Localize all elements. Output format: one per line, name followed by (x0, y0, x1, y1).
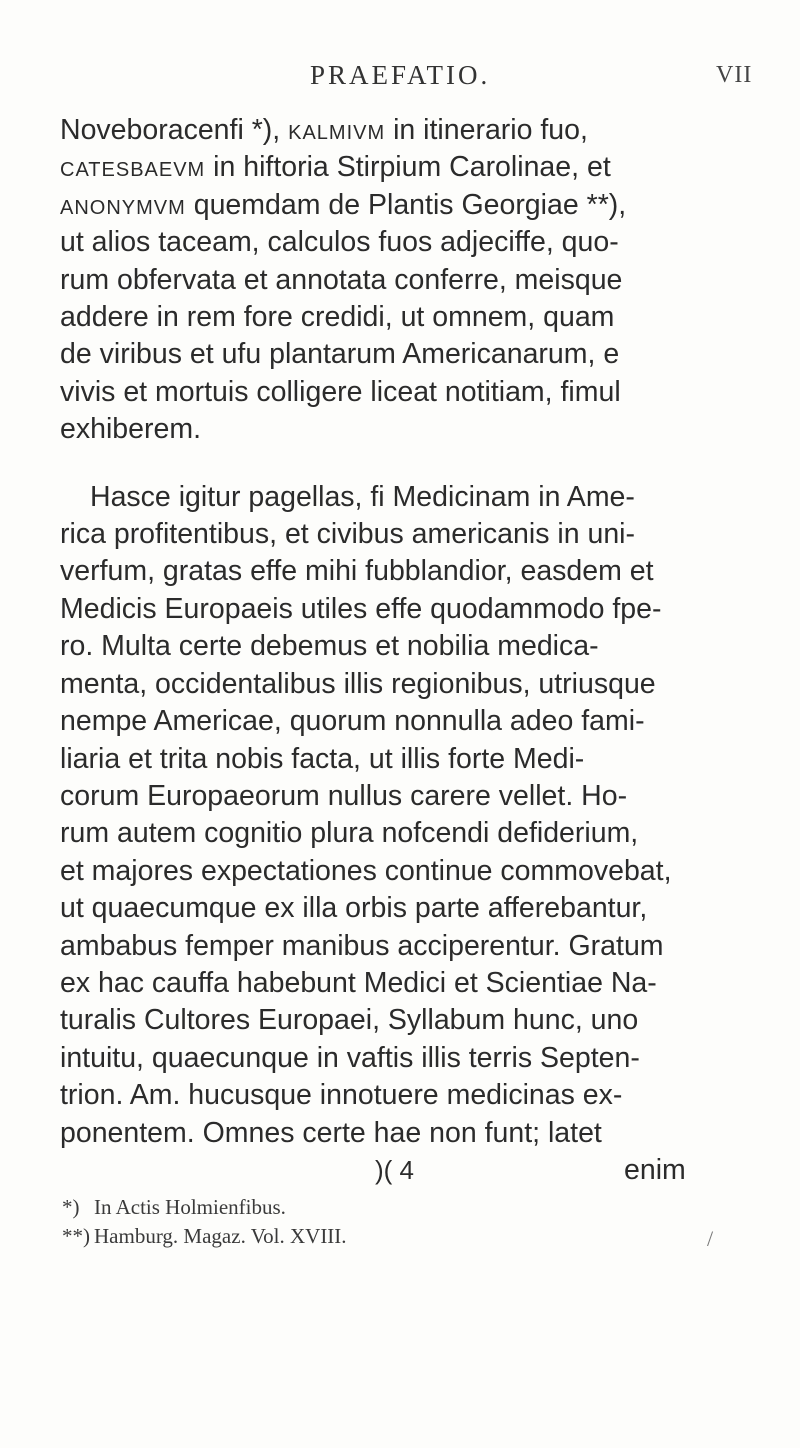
main-text (60, 112, 750, 1189)
text-line: rum obfervata et annotata conferre, meisque (60, 263, 623, 296)
text-line: turalis Cultores Europaei, Syllabum hunc, uno (60, 1004, 639, 1037)
footnote-1 (62, 1193, 742, 1222)
footnote-mark: **) (62, 1224, 90, 1248)
footnote-mark: *) (62, 1195, 80, 1219)
text-line: ro. Multa certe debemus et nobilia medica- (60, 630, 599, 663)
text-line: liaria et trita nobis facta, ut illis forte Medi- (60, 742, 585, 775)
catchword: enim (624, 1153, 686, 1186)
text-line: intuitu, quaecunque in vaftis illis terris Septen- (60, 1041, 640, 1074)
page-number: VII (716, 62, 753, 88)
footnote-text: Hamburg. Magaz. Vol. XVIII. (94, 1224, 347, 1248)
signature-mark: )( 4 (375, 1154, 414, 1185)
paragraph-2 (60, 479, 750, 1152)
margin-mark: / (707, 1226, 714, 1251)
text-line: verfum, gratas effe mihi fubblandior, easdem et (60, 555, 654, 588)
footnotes (62, 1193, 742, 1251)
footnote-2 (62, 1222, 742, 1251)
footnote-text: In Actis Holmienfibus. (94, 1195, 286, 1219)
text-line: trion. Am. hucusque innotuere medicinas ex- (60, 1079, 623, 1112)
running-head (0, 60, 800, 100)
text-line: ponentem. Omnes certe hae non funt; latet (60, 1116, 602, 1149)
text-line: ut alios taceam, calculos fuos adjeciffe, quo- (60, 226, 619, 259)
text-line: ambabus femper manibus acciperentur. Gratum (60, 929, 664, 962)
paragraph-1 (60, 112, 750, 449)
text-line: Noveboracenfi *), kalmivm in itinerario fuo, (60, 114, 588, 146)
text-line: Medicis Europaeis utiles effe quodammodo fpe- (60, 592, 662, 625)
signature-line (60, 1152, 750, 1189)
text-line: ut quaecumque ex illa orbis parte afferebantur, (60, 892, 648, 925)
text-line: Hasce igitur pagellas, fi Medicinam in Ame- (90, 480, 635, 513)
text-line: nempe Americae, quorum nonnulla adeo fami- (60, 705, 645, 738)
text-line: exhiberem. (60, 413, 201, 446)
paragraph-gap (60, 449, 750, 479)
text-line: anonymvm quemdam de Plantis Georgiae **), (60, 188, 627, 221)
text-line: rum autem cognitio plura nofcendi defiderium, (60, 817, 639, 850)
text-line: catesbaevm in hiftoria Stirpium Carolinae, et (60, 151, 611, 184)
text-line: de viribus et ufu plantarum Americanarum, e (60, 338, 620, 371)
text-line: vivis et mortuis colligere liceat notitiam, fimul (60, 375, 621, 408)
text-line: rica profitentibus, et civibus americanis in uni- (60, 518, 635, 551)
text-line: addere in rem fore credidi, ut omnem, quam (60, 301, 615, 334)
text-line: menta, occidentalibus illis regionibus, utriusque (60, 667, 656, 700)
text-line: corum Europaeorum nullus carere vellet. Ho- (60, 779, 628, 812)
text-line: et majores expectationes continue commovebat, (60, 854, 672, 887)
text-line: ex hac cauffa habebunt Medici et Scientiae Na- (60, 966, 657, 999)
running-title: PRAEFATIO. (310, 60, 491, 90)
